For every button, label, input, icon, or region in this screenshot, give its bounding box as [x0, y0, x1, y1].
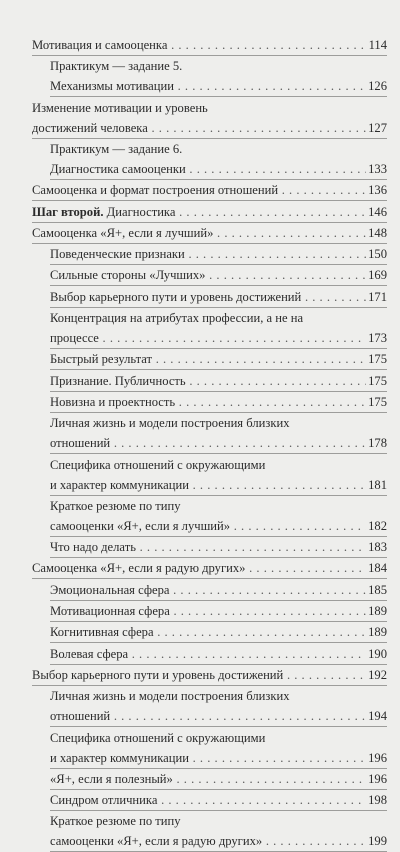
- toc-entry: [0, 414, 400, 454]
- toc-page-number: 175: [366, 372, 387, 391]
- toc-entry-title: Практикум — задание 6.: [50, 141, 183, 156]
- toc-entry: [0, 456, 400, 496]
- toc-entry: [0, 245, 400, 265]
- toc-entry-title: отношений . . .: [50, 707, 387, 726]
- toc-entry-title: Что надо делать . . .: [50, 538, 387, 557]
- toc-entry: [0, 309, 400, 349]
- toc-page-number: 182: [366, 517, 387, 536]
- toc-entry-title: Выбор карьерного пути и уровень достижений . . .: [50, 288, 387, 307]
- toc-page-number: 136: [366, 181, 387, 200]
- toc-page-number: 169: [366, 266, 387, 285]
- toc-entry-title: Практикум — задание 5.: [50, 59, 183, 74]
- toc-page-number: 127: [366, 119, 387, 138]
- toc-entry: [0, 140, 400, 180]
- toc-entry: [0, 497, 400, 537]
- toc-entry: [0, 266, 400, 286]
- toc-entry-title: Краткое резюме по типу: [50, 814, 181, 829]
- toc-page-number: 175: [366, 393, 387, 412]
- toc-entry-title: Быстрый результат . . .: [50, 350, 387, 369]
- toc-entry-title: Эмоциональная сфера . . .: [50, 581, 387, 600]
- toc-entry: [0, 36, 400, 56]
- toc-entry: [0, 203, 400, 223]
- toc-entry-title: Краткое резюме по типу: [50, 498, 181, 513]
- toc-entry: [0, 538, 400, 558]
- toc-page-number: 196: [366, 770, 387, 789]
- toc-page-number: 183: [366, 538, 387, 557]
- toc-page-number: 173: [366, 329, 387, 348]
- toc-entry: [0, 812, 400, 852]
- toc-entry-title: и характер коммуникации . . .: [50, 749, 387, 768]
- toc-entry: [0, 99, 400, 139]
- toc-entry-title: Сильные стороны «Лучших» . . .: [50, 266, 387, 285]
- toc-page-number: 126: [366, 77, 387, 96]
- toc-entry-title: самооценки «Я+, если я радую других» . . .: [50, 832, 387, 851]
- toc-entry: [0, 581, 400, 601]
- toc-page-number: 192: [366, 666, 387, 685]
- toc-entry: [0, 393, 400, 413]
- toc-page-number: 185: [366, 581, 387, 600]
- toc-entry: [0, 181, 400, 201]
- toc-page-number: 150: [366, 245, 387, 264]
- toc-entry-title: Волевая сфера . . .: [50, 645, 387, 664]
- toc-page-number: 114: [367, 36, 387, 55]
- toc-entry-title: Мотивационная сфера . . .: [50, 602, 387, 621]
- toc-entry-title: Поведенческие признаки . . .: [50, 245, 387, 264]
- toc-entry-title: Специфика отношений с окружающими: [50, 730, 266, 745]
- toc-entry-title: Диагностика самооценки . . .: [50, 160, 387, 179]
- toc-entry: [0, 623, 400, 643]
- toc-entry: [0, 602, 400, 622]
- toc-entry-title: Личная жизнь и модели построения близких: [50, 689, 290, 704]
- toc-entry-title: достижений человека . . .: [32, 119, 387, 138]
- toc-page-number: 196: [366, 749, 387, 768]
- toc-entry-title: и характер коммуникации . . .: [50, 476, 387, 495]
- toc-entry: [0, 224, 400, 244]
- toc-page-number: 178: [366, 434, 387, 453]
- toc-entry: [0, 666, 400, 686]
- toc-entry-title: Новизна и проектность . . .: [50, 393, 387, 412]
- toc-entry-title: Самооценка «Я+, если я лучший» . . .: [32, 224, 387, 243]
- toc-entry: [0, 57, 400, 97]
- toc-entry: [0, 729, 400, 769]
- toc-entry-title: процессе . . .: [50, 329, 387, 348]
- toc-page-number: 194: [366, 707, 387, 726]
- toc-entry-title: Когнитивная сфера . . .: [50, 623, 387, 642]
- toc-page-number: 171: [366, 288, 387, 307]
- toc-entry-title: Самооценка и формат построения отношений . . .: [32, 181, 387, 200]
- toc-entry-title: Специфика отношений с окружающими: [50, 457, 266, 472]
- toc-page-number: 199: [366, 832, 387, 851]
- toc-entry-title: Личная жизнь и модели построения близких: [50, 416, 290, 431]
- toc-entry-title: Мотивация и самооценка . . .: [32, 36, 387, 55]
- toc-entry-title: «Я+, если я полезный» . . .: [50, 770, 387, 789]
- toc-page-number: 198: [366, 791, 387, 810]
- toc-entry: [0, 645, 400, 665]
- toc-entry: [0, 687, 400, 727]
- toc-entry-title: самооценки «Я+, если я лучший» . . .: [50, 517, 387, 536]
- toc-entry: [0, 791, 400, 811]
- toc-entry: [0, 288, 400, 308]
- toc-page-number: 175: [366, 350, 387, 369]
- toc-entry-title: Выбор карьерного пути и уровень достижений . . .: [32, 666, 387, 685]
- toc-page-number: 148: [366, 224, 387, 243]
- toc-entry-title: отношений . . .: [50, 434, 387, 453]
- toc-page-number: 181: [366, 476, 387, 495]
- toc-entry-title: Механизмы мотивации . . .: [50, 77, 387, 96]
- toc-page-number: 190: [366, 645, 387, 664]
- toc-page-number: 184: [366, 559, 387, 578]
- toc-entry-title: Признание. Публичность . . .: [50, 372, 387, 391]
- toc-page-number: 133: [366, 160, 387, 179]
- toc-page-number: 146: [366, 203, 387, 222]
- toc-entry-title: Синдром отличника . . .: [50, 791, 387, 810]
- toc-entry-title: Изменение мотивации и уровень: [32, 100, 208, 115]
- toc-entry: [0, 350, 400, 370]
- toc-entry: [0, 372, 400, 392]
- toc-section-label: Шаг второй.: [32, 204, 104, 219]
- toc-entry-title: Концентрация на атрибутах профессии, а не на: [50, 311, 304, 325]
- toc-entry-title: Самооценка «Я+, если я радую других» . . .: [32, 559, 387, 578]
- toc-entry: [0, 559, 400, 579]
- toc-entry-title: Шаг второй. Диагностика . . .: [32, 203, 387, 222]
- toc-entry: [0, 770, 400, 790]
- toc-page-number: 189: [366, 623, 387, 642]
- toc-page-number: 189: [366, 602, 387, 621]
